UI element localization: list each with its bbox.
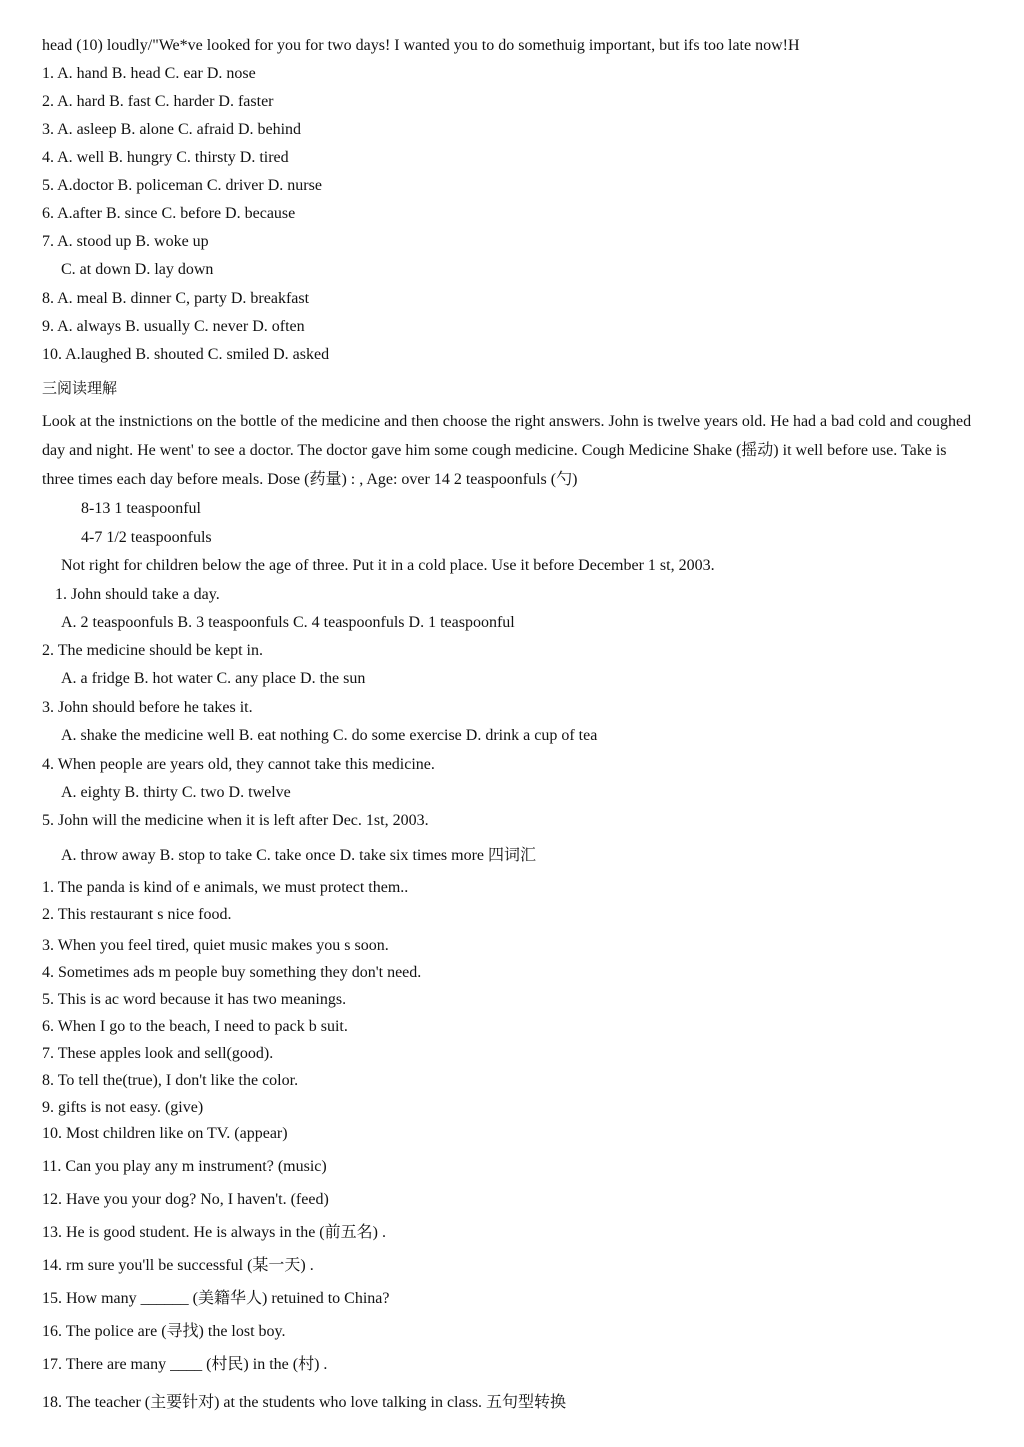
medicine-warning: Not right for children below the age of three. Put it in a cold place. Use it before December 1 st, 2003. <box>61 557 715 574</box>
cloze-option-line: 3. A. asleep B. alone C. afraid D. behind <box>42 121 302 138</box>
vocab-item: 13. He is good student. He is always in the (前五名) . <box>42 1224 386 1241</box>
vocab-item: 10. Most children like on TV. (appear) <box>42 1125 288 1142</box>
cloze-option-line: C. at down D. lay down <box>61 261 214 278</box>
vocab-item: 15. How many ______ (美籍华人) retuined to China? <box>42 1290 390 1307</box>
cloze-option-line: 10. A.laughed B. shouted C. smiled D. asked <box>42 346 330 363</box>
section-heading-reading: 三阅读理解 <box>42 379 118 397</box>
vocab-item: 4. Sometimes ads m people buy something they don't need. <box>42 964 422 981</box>
reading-options: A. a fridge B. hot water C. any place D. the sun <box>61 670 366 687</box>
cloze-option-line: 9. A. always B. usually C. never D. often <box>42 318 305 335</box>
vocab-item: 8. To tell the(true), I don't like the color. <box>42 1072 299 1089</box>
vocab-item: 3. When you feel tired, quiet music makes you s soon. <box>42 937 389 954</box>
reading-question: 2. The medicine should be kept in. <box>42 642 263 659</box>
cloze-passage-tail: head (10) loudly/"We*ve looked for you for two days! I wanted you to do somethuig important, but ifs too late now!H <box>42 37 800 54</box>
vocab-item: 16. The police are (寻找) the lost boy. <box>42 1323 286 1340</box>
vocab-item: 6. When I go to the beach, I need to pack b suit. <box>42 1018 348 1035</box>
vocab-item: 17. There are many ____ (村民) in the (村) . <box>42 1356 328 1373</box>
reading-passage: Look at the instnictions on the bottle of the medicine and then choose the right answers. John is twelve years old. He had a bad cold and coughed day and night. He went' to see a doctor. The doctor gave him some cough medicine. Cough Medicine Shake (摇动) it well before use. Take is three times each day before meals. Dose (药量) : , Age: over 14 2 teaspoonfuls (勺) <box>42 413 972 488</box>
reading-question: 5. John will the medicine when it is left after Dec. 1st, 2003. <box>42 812 429 829</box>
cloze-option-line: 6. A.after B. since C. before D. because <box>42 205 296 222</box>
cloze-option-line: 8. A. meal B. dinner C, party D. breakfast <box>42 290 310 307</box>
vocab-item: 7. These apples look and sell(good). <box>42 1045 274 1062</box>
reading-question: 4. When people are years old, they cannot take this medicine. <box>42 756 435 773</box>
reading-options: A. 2 teaspoonfuls B. 3 teaspoonfuls C. 4 teaspoonfuls D. 1 teaspoonful <box>61 614 515 631</box>
vocab-item: 5. This is ac word because it has two meanings. <box>42 991 347 1008</box>
vocab-item: 9. gifts is not easy. (give) <box>42 1099 204 1116</box>
vocab-item: 18. The teacher (主要针对) at the students who love talking in class. 五句型转换 <box>42 1394 567 1411</box>
vocab-item: 2. This restaurant s nice food. <box>42 906 232 923</box>
reading-question: 3. John should before he takes it. <box>42 699 253 716</box>
reading-options: A. throw away B. stop to take C. take once D. take six times more 四词汇 <box>61 847 537 864</box>
dose-row: 4-7 1/2 teaspoonfuls <box>81 529 212 546</box>
cloze-option-line: 5. A.doctor B. policeman C. driver D. nurse <box>42 177 322 194</box>
reading-options: A. eighty B. thirty C. two D. twelve <box>61 784 291 801</box>
cloze-option-line: 7. A. stood up B. woke up <box>42 233 209 250</box>
vocab-item: 1. The panda is kind of e animals, we must protect them.. <box>42 879 409 896</box>
cloze-option-line: 2. A. hard B. fast C. harder D. faster <box>42 93 274 110</box>
dose-row: 8-13 1 teaspoonful <box>81 500 201 517</box>
vocab-item: 11. Can you play any m instrument? (music) <box>42 1158 327 1175</box>
vocab-item: 12. Have you your dog? No, I haven't. (feed) <box>42 1191 329 1208</box>
cloze-option-line: 1. A. hand B. head C. ear D. nose <box>42 65 256 82</box>
reading-options: A. shake the medicine well B. eat nothing C. do some exercise D. drink a cup of tea <box>61 727 598 744</box>
cloze-option-line: 4. A. well B. hungry C. thirsty D. tired <box>42 149 289 166</box>
reading-question: 1. John should take a day. <box>55 586 220 603</box>
vocab-item: 14. rm sure you'll be successful (某一天) . <box>42 1257 314 1274</box>
